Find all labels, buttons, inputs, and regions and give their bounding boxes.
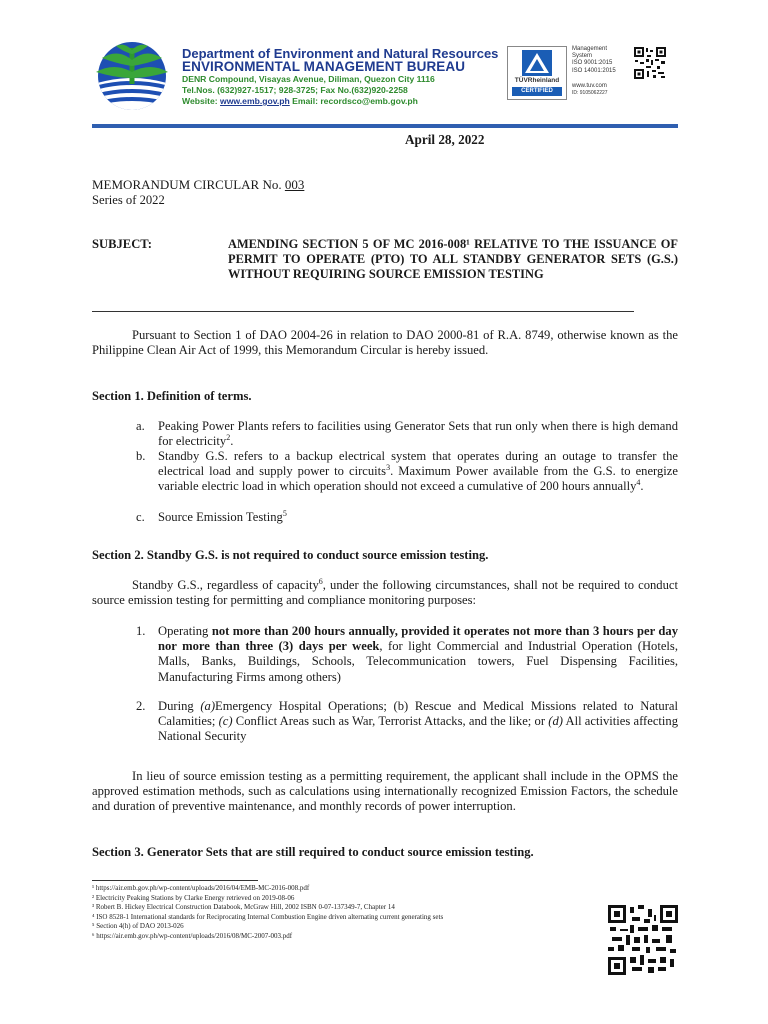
section2-para-b: , under the following circumstances, shall not be required to conduct source emission testing for permitting and compliance monitoring purposes: xyxy=(92,578,678,608)
certified-label: CERTIFIED xyxy=(512,87,562,96)
footnote-4: ⁴ ISO 8528-1 International standards for Reciprocating Internal Combustion Engine driven alternating current generating sets xyxy=(92,912,444,921)
footnote-ref-4[interactable]: 4 xyxy=(636,478,641,488)
tel-fax: Tel.Nos. (632)927-1517; 928-3725; Fax No.(632)920-2258 xyxy=(182,85,408,95)
footnote-ref-2[interactable]: 2 xyxy=(226,433,231,443)
section3-heading: Section 3. Generator Sets that are still required to conduct source emission testing. xyxy=(92,845,534,859)
document-qr-code-icon[interactable] xyxy=(608,905,678,975)
item-2-p2: Emergency Hospital Operations; (b) Rescue and Medical Missions related to Natural Calamities; xyxy=(158,699,678,729)
item-1-bold: not more than 200 hours annually, provided it operates not more than 3 hours per day nor more than three (3) days per week xyxy=(158,624,678,654)
footnote-ref-6[interactable]: 6 xyxy=(318,576,323,586)
memo-number: 003 xyxy=(284,177,305,192)
website-link[interactable]: www.emb.gov.ph xyxy=(220,96,290,106)
item-2-p1: During xyxy=(158,699,201,713)
cert-iso2: ISO 14001:2015 xyxy=(572,67,616,74)
footnote-ref-3[interactable]: 3 xyxy=(386,463,391,473)
address: DENR Compound, Visayas Avenue, Diliman, Quezon City 1116 xyxy=(182,74,435,84)
section2-paragraph xyxy=(92,578,678,608)
footnote-6[interactable]: ⁶ https://air.emb.gov.ph/wp-content/uploads/2016/08/MC-2007-003.pdf xyxy=(92,931,293,940)
memo-title xyxy=(92,177,304,193)
cert-id: ID: 9105062227 xyxy=(572,90,608,97)
item-1-marker: 1. xyxy=(136,624,146,638)
footnotes xyxy=(92,884,443,942)
tuv-certified-badge xyxy=(507,46,567,100)
definition-item-c xyxy=(136,508,678,525)
denr-logo xyxy=(88,40,176,112)
item-2-marker: 2. xyxy=(136,699,146,713)
section1-heading: Section 1. Definition of terms. xyxy=(92,389,252,403)
item-a-marker: a. xyxy=(136,419,145,433)
footnote-rule xyxy=(92,880,258,881)
intro-paragraph: Pursuant to Section 1 of DAO 2004-26 in relation to DAO 2000-81 of R.A. 8749, otherwise known as the Philippine Clean Air Act of 1999, this Memorandum Circular is hereby issued. xyxy=(92,328,678,358)
item-c-marker: c. xyxy=(136,510,145,524)
footnote-2: ² Electricity Peaking Stations by Clarke Energy retrieved on 2019-08-06 xyxy=(92,893,295,902)
section2-heading: Section 2. Standby G.S. is not required to conduct source emission testing. xyxy=(92,548,489,562)
cert-qr-code-icon[interactable] xyxy=(633,46,667,80)
item-1-pre: Operating xyxy=(158,624,212,638)
footnote-ref-5[interactable]: 5 xyxy=(282,508,287,518)
item-b-text-1: Standby G.S. refers to a backup electrical system that operates during an outage to transfer the electrical load and supply power to circuits xyxy=(158,449,678,479)
item-b-text-2: . Maximum Power available from the G.S. to energize variable electric load in which operation should not exceed a cumulative of 200 hours annually xyxy=(158,464,678,494)
footnote-1[interactable]: ¹ https://air.emb.gov.ph/wp-content/uploads/2016/04/EMB-MC-2016-008.pdf xyxy=(92,884,310,892)
tuv-brand: TÜVRheinland xyxy=(514,77,560,84)
item-2-p3: Conflict Areas such as War, Terrorist Attacks, and the like; or xyxy=(232,714,549,729)
item-2-d: (d) xyxy=(548,714,563,729)
cert-info xyxy=(572,46,632,97)
footnote-3: ³ Robert B. Hickey Electrical Construction Databook, McGraw Hill, 2002 ISBN 0-07-137349-7, Chapter 14 xyxy=(92,903,395,912)
cert-site: www.tuv.com xyxy=(572,82,607,89)
cert-mgmt: Management System xyxy=(572,46,608,60)
website-email xyxy=(182,96,418,106)
memo-date: April 28, 2022 xyxy=(405,132,485,147)
item-2-a: (a) xyxy=(200,699,216,713)
definition-item-a: a. Peaking Power Plants refers to facilities using Generator Sets that run only when there is high demand for electricity$^2$. xyxy=(136,419,678,449)
website-label: Website: xyxy=(182,96,221,106)
bureau-name: ENVIRONMENTAL MANAGEMENT BUREAU xyxy=(182,59,466,74)
circumstance-item-2 xyxy=(136,699,679,745)
subject-text: AMENDING SECTION 5 OF MC 2016-008¹ RELATIVE TO THE ISSUANCE OF PERMIT TO OPERATE (PTO) TO ALL STANDBY GENERATOR SETS (G.S.) WITHOUT REQUIRING SOURCE EMISSION TESTING xyxy=(228,237,678,282)
definition-item-b: b. Standby G.S. refers to a backup electrical system that operates during an outage to transfer the electrical load and supply power to circuits$^3$. Maximum Power available from the G.S. to energize variable electric load in which operation should not exceed a cumulative of 200 hours annually$^4$. xyxy=(136,449,678,494)
lieu-paragraph: In lieu of source emission testing as a permitting requirement, the applicant shall include in the OPMS the approved estimation methods, such as calculations using internationally recognized Emission Factors, the schedule and duration of preventive maintenance, and monthly records of power interruption. xyxy=(92,769,678,814)
dept-name: Department of Environment and Natural Resources xyxy=(182,46,499,61)
section2-para-a: Standby G.S., regardless of capacity xyxy=(132,578,319,592)
memo-series: Series of 2022 xyxy=(92,193,165,207)
subject-label: SUBJECT: xyxy=(92,237,152,251)
item-a-text: Peaking Power Plants refers to facilities using Generator Sets that run only when there is high demand for electricity xyxy=(158,419,678,449)
item-2-p4: All activities affecting National Security xyxy=(158,714,679,744)
item-1-post: , for light Commercial and Industrial Operation (Hotels, Malls, Banks, Buildings, Schools, Telecommunication towers, Fuel Dispensing Facilities, Manufacturing Firms among others) xyxy=(158,639,678,684)
header-divider xyxy=(92,124,678,128)
item-c-text: Source Emission Testing xyxy=(158,510,283,524)
item-b-marker: b. xyxy=(136,449,146,463)
item-2-c: (c) xyxy=(218,714,233,729)
tuv-triangle-icon xyxy=(522,50,552,76)
footnote-5: ⁵ Section 4(h) of DAO 2013-026 xyxy=(92,922,184,931)
circumstance-item-1 xyxy=(136,624,678,685)
cert-iso1: ISO 9001:2015 xyxy=(572,60,613,67)
email-text: Email: recordsco@emb.gov.ph xyxy=(289,96,418,106)
memo-title-prefix: MEMORANDUM CIRCULAR No. xyxy=(92,177,285,192)
subject-rule xyxy=(92,311,634,312)
